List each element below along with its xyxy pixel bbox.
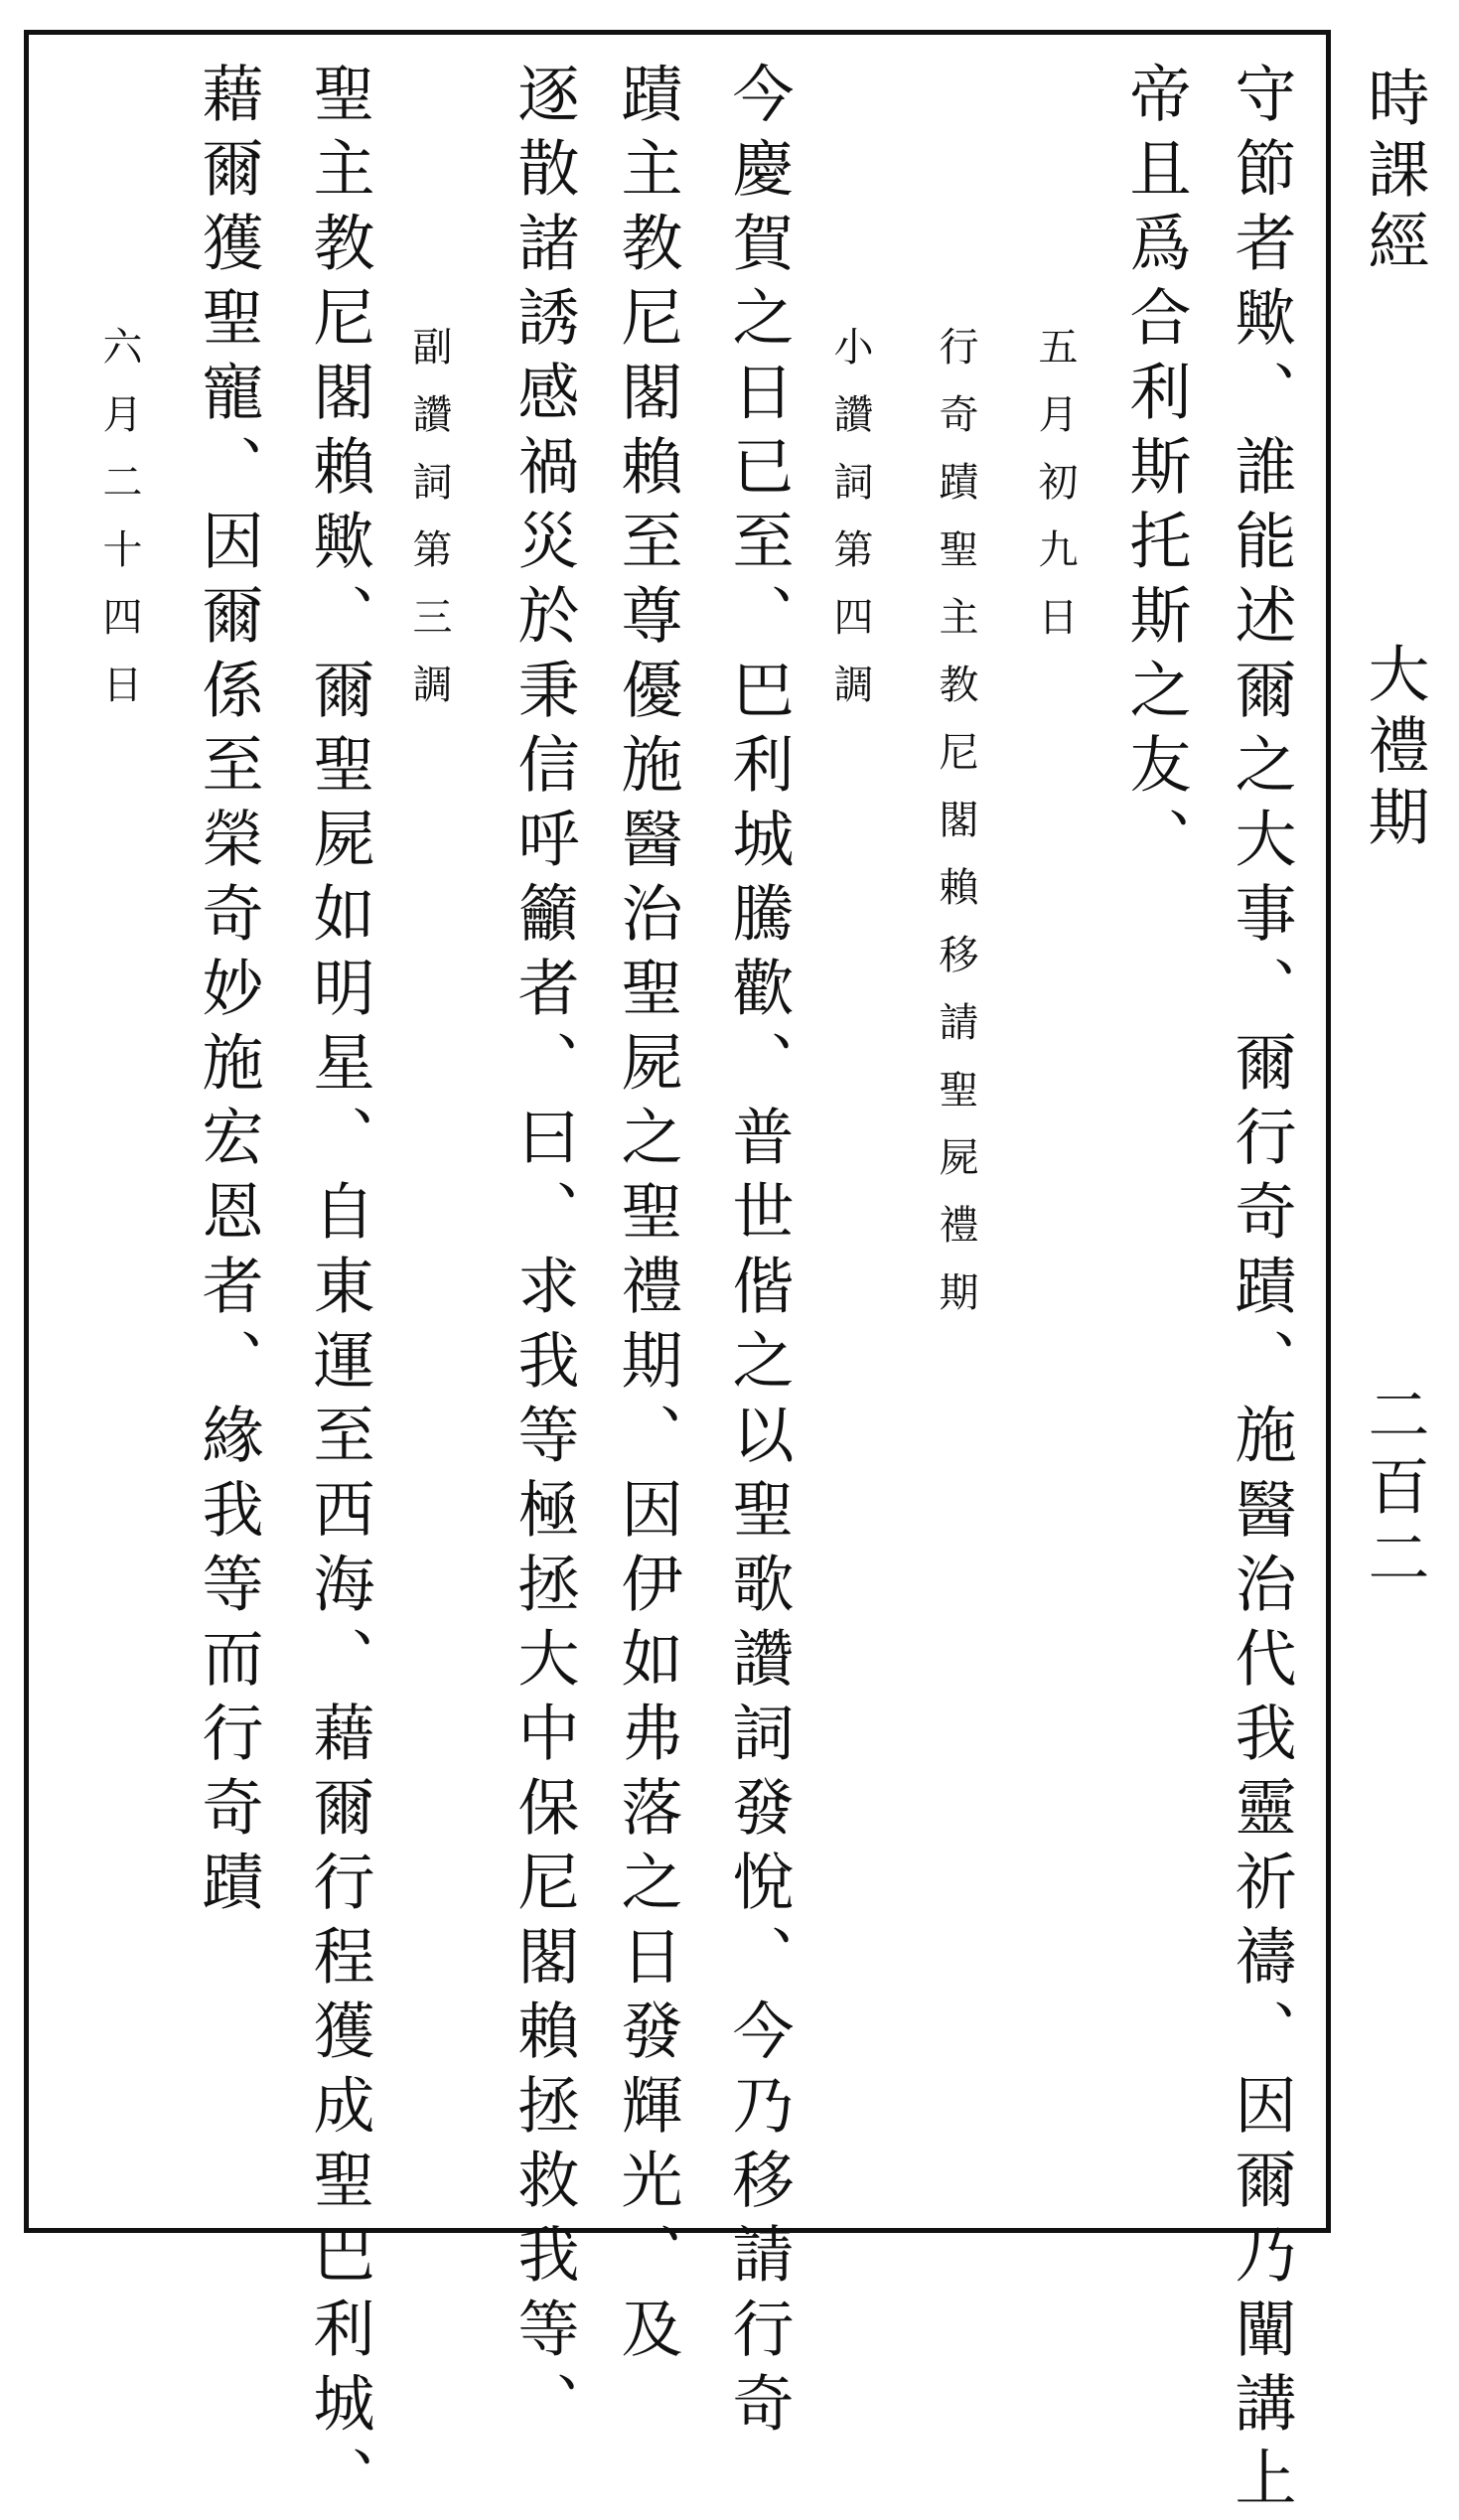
text-column-6: 今慶賀之日已至、巴利城騰歡、普世偕之以聖歌讚詞發悅、今乃移請行奇 bbox=[722, 62, 795, 2446]
book-title: 時課經 bbox=[1358, 66, 1430, 280]
kontakion-heading: 副讚詞第三調 bbox=[406, 326, 452, 731]
date-heading-may-9: 五月初九日 bbox=[1032, 326, 1078, 664]
text-column-2: 帝且爲合利斯托斯之友、 bbox=[1119, 62, 1192, 881]
section-title: 大禮期 bbox=[1358, 642, 1430, 856]
text-column-11: 藉爾獲聖寵、因爾係至榮奇妙施宏恩者、緣我等而行奇蹟 bbox=[192, 62, 264, 1924]
text-column-7: 蹟主教尼閣賴至尊優施醫治聖屍之聖禮期、因伊如弗落之日發輝光、及 bbox=[611, 62, 683, 2371]
page-number: 二百二 bbox=[1358, 1383, 1430, 1597]
troparion-heading: 小讚詞第四調 bbox=[827, 326, 873, 731]
text-column-10: 聖主教尼閣賴歟、爾聖屍如明星、自東運至西海、藉爾行程獲成聖巴利城、 bbox=[303, 62, 375, 2520]
text-column-1: 守節者歟、誰能述爾之大事、爾行奇蹟、施醫治代我靈祈禱、因爾乃闡講上 bbox=[1225, 62, 1297, 2520]
feast-title: 行奇蹟聖主教尼閣賴移請聖屍禮期 bbox=[933, 326, 978, 1339]
text-column-8: 逐散諸誘感禍災於秉信呼籲者、曰、求我等極拯大中保尼閣賴拯救我等、 bbox=[508, 62, 580, 2446]
date-heading-june-24: 六月二十四日 bbox=[96, 326, 142, 731]
